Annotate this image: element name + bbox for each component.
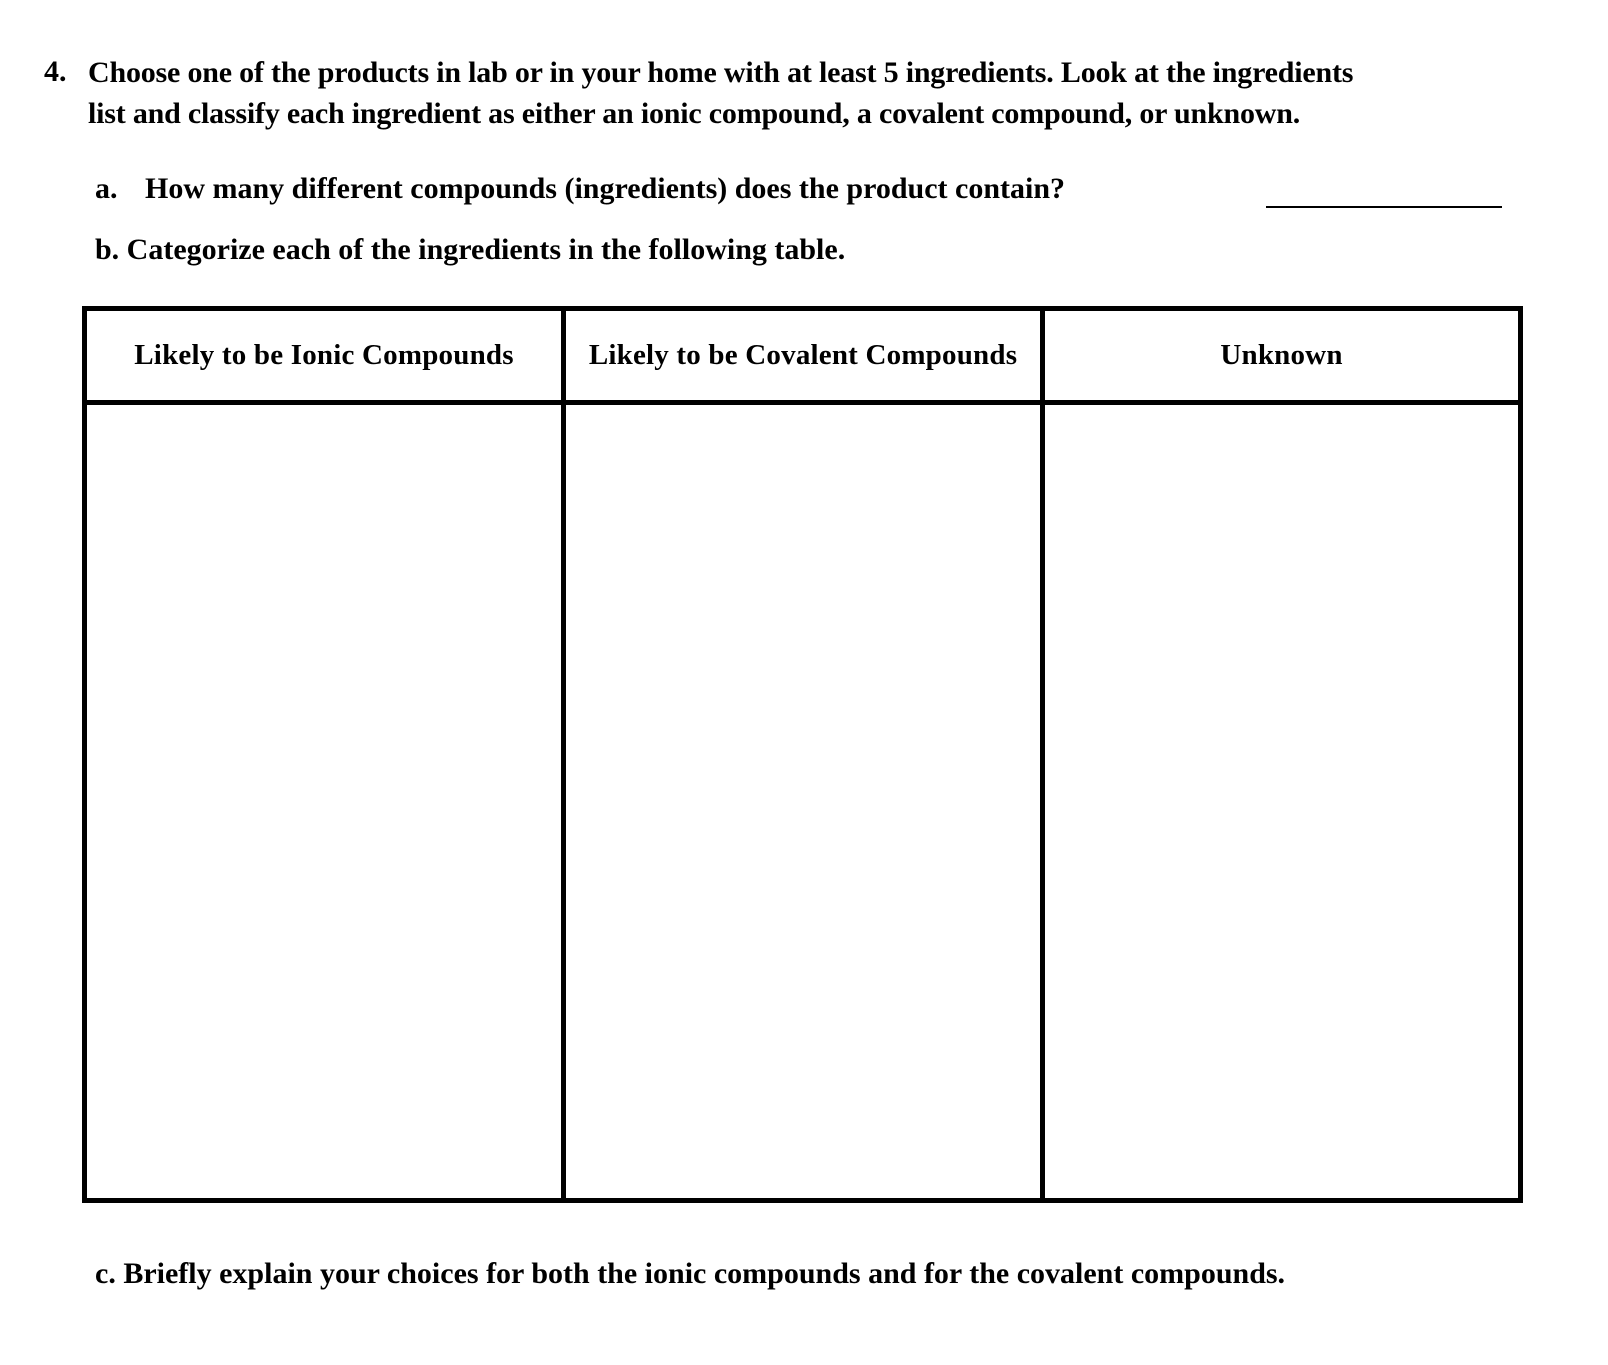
part-c: c. Briefly explain your choices for both the ionic compounds and for the covalent compounds. <box>95 1257 1286 1290</box>
part-a-answer-blank[interactable] <box>1266 206 1502 208</box>
part-a <box>95 169 1065 209</box>
question-prompt <box>88 52 1568 134</box>
ingredient-table <box>82 306 1523 1203</box>
header-ionic: Likely to be Ionic Compounds <box>134 339 514 371</box>
question-line-1: Choose one of the products in lab or in your home with at least 5 ingredients. Look at the ingredients <box>88 56 1354 89</box>
header-unknown: Unknown <box>1220 339 1343 371</box>
part-b: b. Categorize each of the ingredients in the following table. <box>95 233 846 266</box>
question-number: 4. <box>44 55 67 88</box>
question-line-2: list and classify each ingredient as either an ionic compound, a covalent compound, or unknown. <box>88 97 1300 130</box>
part-a-text: How many different compounds (ingredients) does the product contain? <box>145 172 1066 205</box>
cell-covalent[interactable] <box>566 405 1040 1198</box>
header-covalent: Likely to be Covalent Compounds <box>588 339 1018 371</box>
cell-unknown[interactable] <box>1045 405 1518 1198</box>
part-a-letter: a. <box>95 172 118 205</box>
cell-ionic[interactable] <box>87 405 561 1198</box>
